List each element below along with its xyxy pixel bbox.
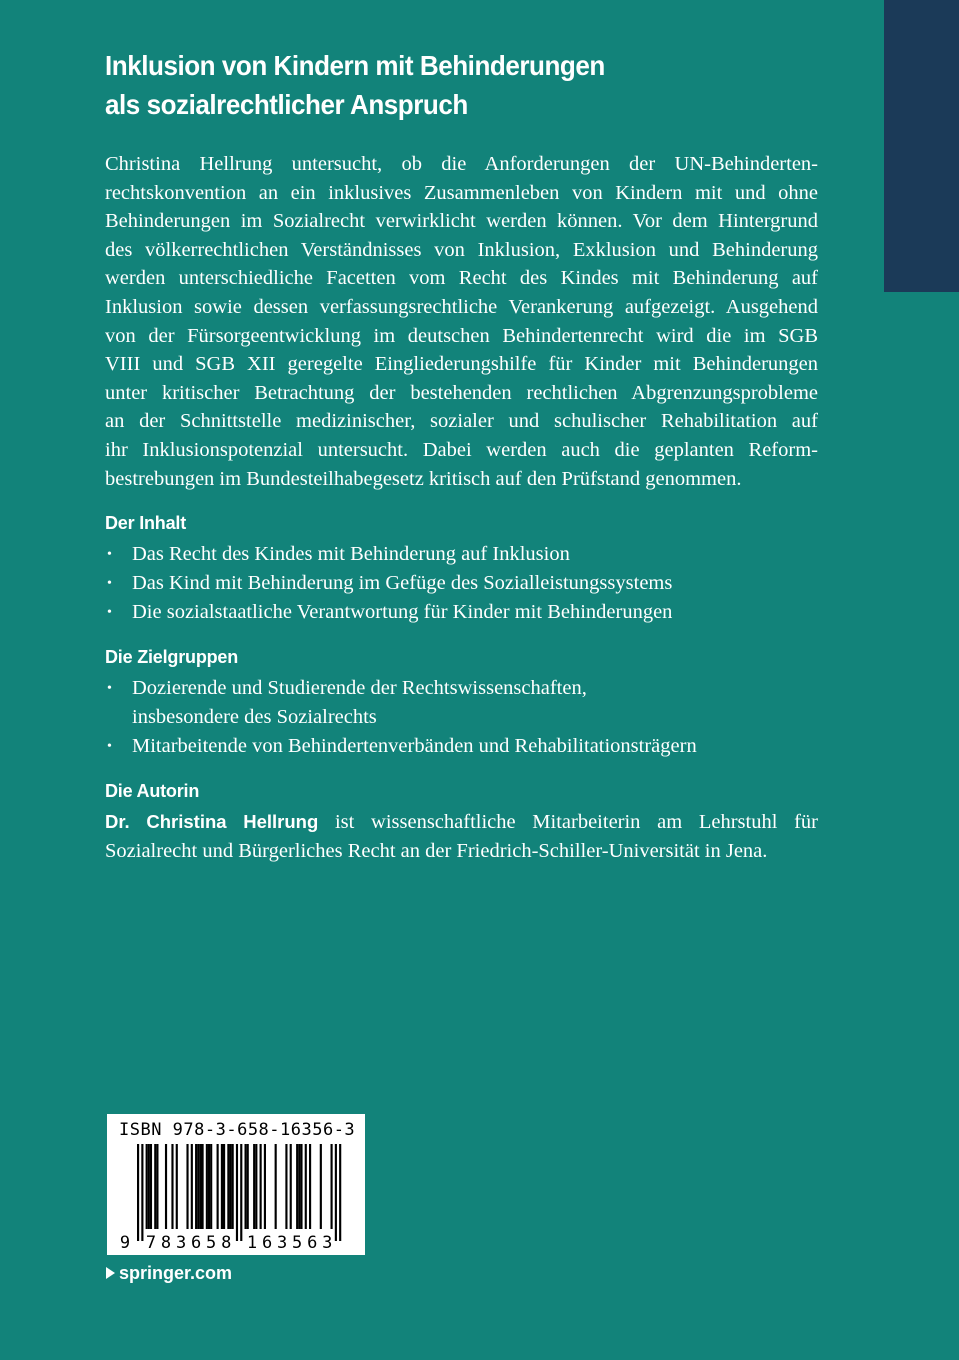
barcode-digit: 3 <box>322 1233 333 1253</box>
barcode-bar <box>165 1144 167 1229</box>
barcode-bar <box>298 1144 300 1229</box>
barcode-bar <box>245 1144 247 1229</box>
arrow-right-icon <box>106 1267 115 1279</box>
barcode-bar <box>146 1144 148 1229</box>
barcode-digit: 6 <box>261 1233 273 1253</box>
barcode-bar <box>227 1144 229 1229</box>
description-line: an der Schnittstelle medizinischer, sozialer und schulischer Rehabilitation auf <box>105 410 818 433</box>
barcode-bar <box>320 1144 322 1229</box>
barcode-bar <box>141 1144 143 1241</box>
isbn-label: ISBN 978-3-658-16356-3 <box>119 1120 356 1140</box>
description-line: ihr Inklusionspotenzial untersucht. Dabei werden auch die geplanten Reform- <box>105 438 818 461</box>
audience-heading: Die Zielgruppen <box>105 647 239 667</box>
barcode-bar <box>156 1144 158 1229</box>
barcode-bar <box>296 1144 298 1229</box>
barcode-bar <box>191 1144 193 1229</box>
barcode-bar <box>199 1144 201 1229</box>
author-name: Dr. Christina Hellrung <box>105 811 319 832</box>
description-line: unter kritischer Betrachtung der bestehenden rechtlichen Abgrenzungsprobleme <box>105 381 818 404</box>
barcode-digit: 7 <box>145 1233 157 1253</box>
barcode-bar <box>221 1144 223 1229</box>
barcode-bar <box>247 1144 249 1229</box>
barcode-digit: 5 <box>206 1233 217 1253</box>
barcode-bar <box>285 1144 287 1229</box>
barcode-bar <box>229 1144 231 1229</box>
title-line-2: als sozialrechtlicher Anspruch <box>105 89 468 120</box>
barcode-bar <box>339 1144 341 1241</box>
title-line-1: Inklusion von Kindern mit Behinderungen <box>105 50 605 81</box>
barcode-digit: 3 <box>277 1233 288 1253</box>
description-line: von der Fürsorgeentwicklung im deutschen Behindertenrecht wird die im SGB <box>105 324 818 347</box>
author-bio-line: Dr. Christina Hellrung ist wissenschaftliche Mitarbeiterin am Lehrstuhl für <box>105 811 818 833</box>
bullet-icon: • <box>107 605 112 620</box>
author-heading: Die Autorin <box>105 781 200 801</box>
list-item: • Das Kind mit Behinderung im Gefüge des Sozialleistungssystems <box>105 569 865 598</box>
isbn-barcode <box>107 1114 365 1255</box>
barcode-digit: 6 <box>191 1233 202 1253</box>
barcode-bar <box>154 1144 156 1229</box>
barcode-bar <box>236 1144 238 1241</box>
barcode-bar <box>264 1144 266 1229</box>
barcode-graphic <box>107 1114 365 1255</box>
barcode-digit: 8 <box>221 1233 232 1253</box>
description-line: des völkerrechtlichen Verständnisses von Inklusion, Exklusion und Behinderung <box>105 238 818 261</box>
contents-heading: Der Inhalt <box>105 513 187 533</box>
barcode-bar <box>206 1144 208 1229</box>
description-line: Inklusion sowie dessen verfassungsrechtliche Verankerung aufgezeigt. Ausgehend <box>105 295 818 318</box>
description-paragraph <box>105 150 818 493</box>
barcode-bar <box>217 1144 219 1229</box>
barcode-bar <box>148 1144 150 1229</box>
description-line: VIII und SGB XII geregelte Eingliederungshilfe für Kinder mit Behinderungen <box>105 353 818 376</box>
barcode-bar <box>255 1144 257 1229</box>
description-line: bestrebungen im Bundesteilhabegesetz kritisch auf den Prüfstand genommen. <box>105 467 742 490</box>
barcode-digit: 8 <box>160 1233 172 1253</box>
barcode-bar <box>171 1144 173 1229</box>
author-bio-line: Sozialrecht und Bürgerliches Recht an der Friedrich-Schiller-Universität in Jena. <box>105 840 768 862</box>
corner-color-band <box>884 0 959 292</box>
barcode-bar <box>176 1144 178 1229</box>
barcode-bar <box>260 1144 262 1229</box>
barcode-bar <box>150 1144 152 1229</box>
bullet-icon: • <box>107 547 112 562</box>
barcode-bar <box>290 1144 292 1229</box>
list-item: • Die sozialstaatliche Verantwortung für Kinder mit Behinderungen <box>105 598 865 627</box>
description-line: werden unterschiedliche Facetten vom Recht des Kindes mit Behinderung auf <box>105 267 818 290</box>
publisher-link[interactable]: springer.com <box>106 1262 232 1284</box>
barcode-bar <box>186 1144 188 1229</box>
barcode-bar <box>197 1144 199 1229</box>
description-line: Christina Hellrung untersucht, ob die Anforderungen der UN-Behinderten- <box>105 153 818 175</box>
barcode-bar <box>210 1144 212 1229</box>
book-title <box>105 46 775 124</box>
barcode-digit: 1 <box>246 1233 258 1253</box>
list-item: • Dozierende und Studierende der Rechtswissenschaften, insbesondere des Sozialrechts <box>105 674 865 732</box>
barcode-bar <box>309 1144 311 1229</box>
barcode-digit: 3 <box>175 1233 187 1253</box>
description-line: rechtskonvention an ein inklusives Zusammenleben von Kindern mit und ohne <box>105 181 818 204</box>
bullet-icon: • <box>107 576 112 591</box>
barcode-digit: 6 <box>307 1233 318 1253</box>
barcode-bar <box>195 1144 197 1229</box>
description-line: Behinderungen im Sozialrecht verwirklicht werden können. Vor dem Hintergrund <box>105 210 818 233</box>
barcode-bar <box>223 1144 225 1229</box>
audience-list <box>105 674 865 761</box>
barcode-bar <box>208 1144 210 1229</box>
author-bio <box>105 807 818 866</box>
barcode-bar <box>202 1144 204 1229</box>
barcode-bar <box>331 1144 333 1229</box>
list-item: • Das Recht des Kindes mit Behinderung auf Inklusion <box>105 540 865 569</box>
contents-list <box>105 540 865 627</box>
list-item: • Mitarbeitende von Behindertenverbänden und Rehabilitationsträgern <box>105 732 865 761</box>
bullet-icon: • <box>107 681 112 696</box>
barcode-digit: 9 <box>119 1233 131 1253</box>
barcode-digit: 5 <box>292 1233 303 1253</box>
barcode-bar <box>253 1144 255 1229</box>
barcode-bar <box>300 1144 302 1229</box>
barcode-bar <box>240 1144 242 1241</box>
barcode-bar <box>137 1144 139 1241</box>
barcode-bar <box>275 1144 277 1229</box>
barcode-bar <box>232 1144 234 1229</box>
bullet-icon: • <box>107 739 112 754</box>
barcode-bar <box>335 1144 337 1241</box>
barcode-bar <box>305 1144 307 1229</box>
